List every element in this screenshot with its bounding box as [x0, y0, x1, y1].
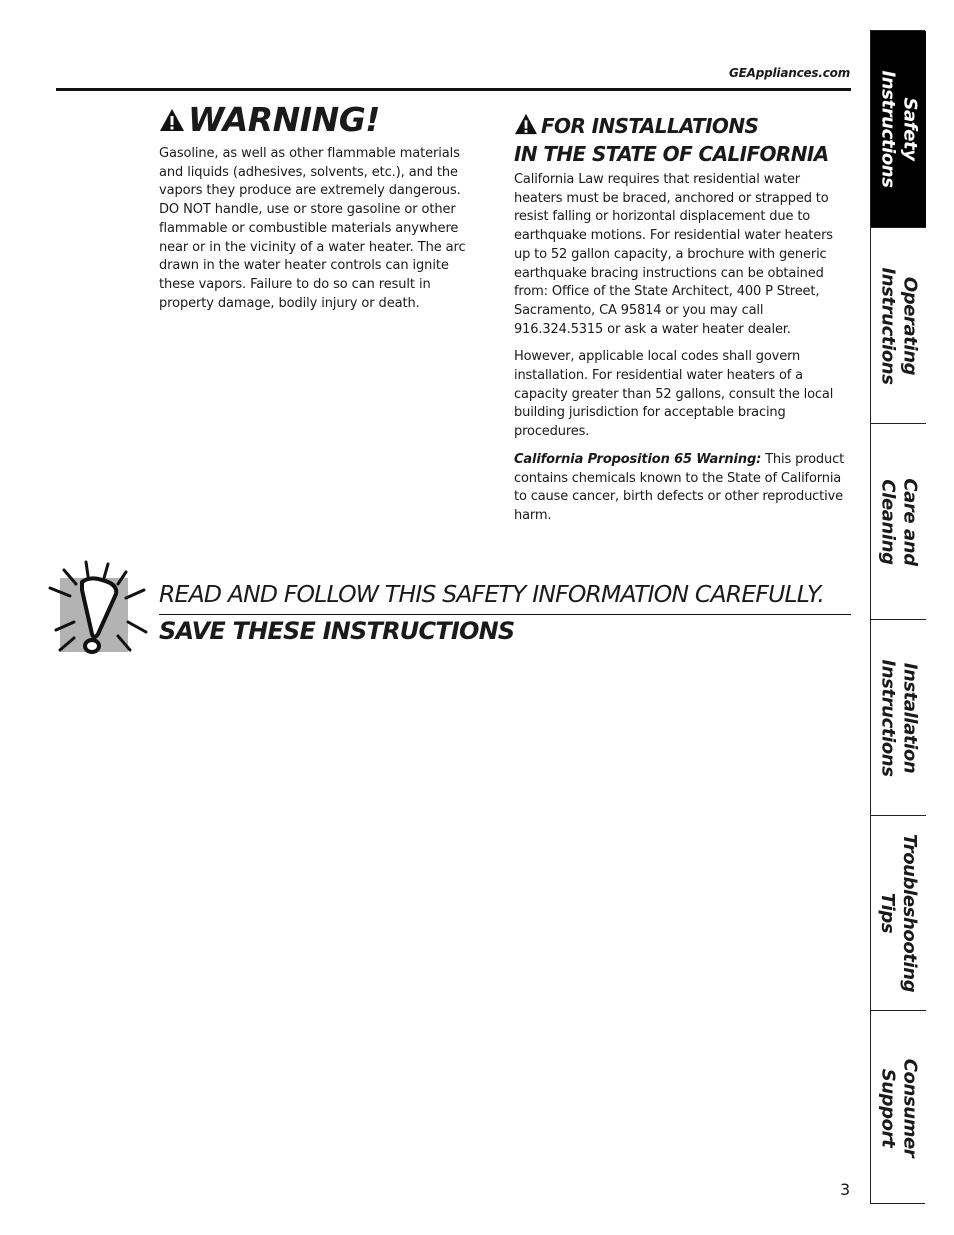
top-rule [56, 88, 851, 91]
tab-label: Safety Instructions [877, 70, 921, 188]
warning-text: Gasoline, as well as other flammable materials and liquids (adhesives, solvents, etc.), and the vapors they produce are extremely dangerous. DO NOT handle, use or store gasoline or other flammable or combustible materials anywhere near or in the vicinity of a water heater. The arc drawn in the water heater controls can ignite these vapors. Failure to do so can result in property damage, bodily injury or death. [159, 146, 466, 311]
tab-care-and-cleaning[interactable] [871, 424, 926, 620]
exclamation-alert-icon [46, 560, 152, 660]
warning-triangle-icon [514, 113, 538, 135]
california-text [514, 171, 849, 535]
tab-label: Operating Instructions [877, 266, 921, 385]
tab-troubleshooting-tips[interactable] [871, 816, 926, 1011]
page-number: 3 [840, 1180, 851, 1199]
california-heading [514, 112, 854, 168]
tab-label: Consumer Support [877, 1058, 921, 1158]
site-url[interactable]: GEAppliances.com [729, 66, 850, 80]
prop65-label: California Proposition 65 Warning: [514, 451, 762, 467]
save-instructions-heading: SAVE THESE INSTRUCTIONS [159, 617, 515, 645]
california-title-line1: FOR INSTALLATIONS [541, 114, 759, 138]
tab-label: Troubleshooting Tips [877, 833, 921, 993]
warning-triangle-icon [159, 108, 185, 132]
california-title-line2: IN THE STATE OF CALIFORNIA [514, 142, 829, 166]
tab-safety-instructions[interactable] [871, 31, 926, 228]
tab-installation-instructions[interactable] [871, 620, 926, 816]
prop65-text: This product contains chemicals known to the State of California to cause cancer, birth defects or other reproductive harm. [514, 451, 845, 523]
prop65-paragraph [514, 451, 849, 526]
read-follow-banner: READ AND FOLLOW THIS SAFETY INFORMATION CAREFULLY. [159, 580, 825, 608]
side-tab-nav [870, 30, 925, 1204]
california-paragraph: However, applicable local codes shall govern installation. For residential water heaters of a capacity greater than 52 gallons, consult the local building jurisdiction for acceptable bracing procedures. [514, 349, 834, 440]
california-paragraph: California Law requires that residential water heaters must be braced, anchored or strapped to resist falling or horizontal displacement due to earthquake motions. For residential water heaters up to 52 gallon capacity, a brochure with generic earthquake bracing instructions can be obtained from: Office of the State Architect, 400 P Street, Sacramento, CA 95814 or you may call 916.324.5315 or ask a water heater dealer. [514, 172, 833, 337]
tab-consumer-support[interactable] [871, 1011, 926, 1205]
warning-heading [159, 100, 380, 139]
banner-rule [159, 614, 851, 615]
tab-operating-instructions[interactable] [871, 228, 926, 424]
tab-label: Installation Instructions [877, 658, 921, 777]
tab-label: Care and Cleaning [877, 477, 921, 566]
warning-title: WARNING! [188, 100, 380, 139]
